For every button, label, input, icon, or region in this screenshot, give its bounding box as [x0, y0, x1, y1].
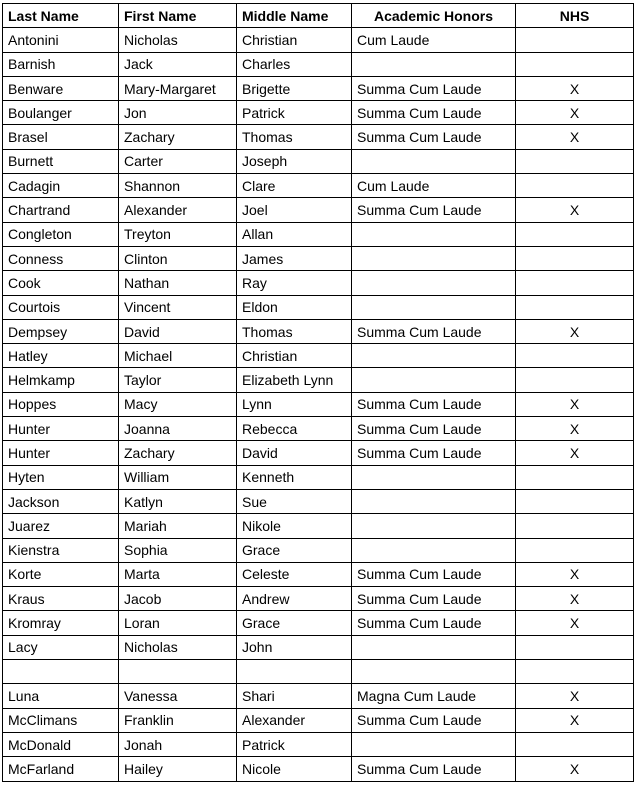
last-name-cell: Burnett [3, 149, 119, 173]
first-name-cell: Nathan [119, 271, 237, 295]
first-name-cell: Nicholas [119, 28, 237, 52]
middle-name-cell: David [237, 441, 352, 465]
middle-name-cell: Grace [237, 538, 352, 562]
last-name-cell: Kromray [3, 611, 119, 635]
academic-honors-cell [352, 514, 516, 538]
first-name-cell: Jack [119, 52, 237, 76]
middle-name-cell: Brigette [237, 76, 352, 100]
academic-honors-cell [352, 660, 516, 684]
middle-name-cell: Joseph [237, 149, 352, 173]
nhs-cell [516, 732, 634, 756]
academic-honors-cell: Summa Cum Laude [352, 392, 516, 416]
nhs-cell [516, 489, 634, 513]
last-name-cell: Courtois [3, 295, 119, 319]
last-name-cell: Hoppes [3, 392, 119, 416]
middle-name-cell: Elizabeth Lynn [237, 368, 352, 392]
first-name-cell: Nicholas [119, 635, 237, 659]
table-row [3, 271, 634, 295]
table-row [3, 417, 634, 441]
last-name-cell: Juarez [3, 514, 119, 538]
first-name-cell: Joanna [119, 417, 237, 441]
first-name-cell: Vincent [119, 295, 237, 319]
academic-honors-cell [352, 222, 516, 246]
last-name-cell: Chartrand [3, 198, 119, 222]
academic-honors-cell: Summa Cum Laude [352, 101, 516, 125]
academic-honors-cell [352, 344, 516, 368]
last-name-cell: Conness [3, 246, 119, 270]
table-row [3, 732, 634, 756]
first-name-cell: Franklin [119, 708, 237, 732]
table-row [3, 441, 634, 465]
nhs-cell [516, 222, 634, 246]
middle-name-cell: Joel [237, 198, 352, 222]
nhs-cell [516, 538, 634, 562]
middle-name-cell: Grace [237, 611, 352, 635]
last-name-cell: Benware [3, 76, 119, 100]
table-row [3, 587, 634, 611]
table-row [3, 368, 634, 392]
middle-name-cell: Christian [237, 344, 352, 368]
honors-table [2, 3, 634, 782]
first-name-cell: Jacob [119, 587, 237, 611]
academic-honors-cell [352, 295, 516, 319]
table-row [3, 174, 634, 198]
last-name-cell: Cook [3, 271, 119, 295]
first-name-cell: Loran [119, 611, 237, 635]
last-name-cell: Barnish [3, 52, 119, 76]
table-row [3, 538, 634, 562]
table-row [3, 52, 634, 76]
academic-honors-cell: Cum Laude [352, 28, 516, 52]
table-row [3, 392, 634, 416]
header-academic-honors: Academic Honors [352, 4, 516, 28]
last-name-cell [3, 660, 119, 684]
first-name-cell: Alexander [119, 198, 237, 222]
academic-honors-cell: Summa Cum Laude [352, 611, 516, 635]
nhs-cell: X [516, 125, 634, 149]
nhs-cell: X [516, 76, 634, 100]
academic-honors-cell [352, 149, 516, 173]
last-name-cell: Hatley [3, 344, 119, 368]
first-name-cell: Shannon [119, 174, 237, 198]
middle-name-cell: Christian [237, 28, 352, 52]
last-name-cell: Boulanger [3, 101, 119, 125]
first-name-cell: David [119, 319, 237, 343]
first-name-cell: Zachary [119, 441, 237, 465]
academic-honors-cell: Summa Cum Laude [352, 562, 516, 586]
middle-name-cell: Thomas [237, 125, 352, 149]
middle-name-cell: Sue [237, 489, 352, 513]
header-row [3, 4, 634, 28]
academic-honors-cell [352, 635, 516, 659]
last-name-cell: Helmkamp [3, 368, 119, 392]
nhs-cell: X [516, 562, 634, 586]
table-row [3, 149, 634, 173]
academic-honors-cell: Summa Cum Laude [352, 198, 516, 222]
table-row [3, 246, 634, 270]
last-name-cell: Lacy [3, 635, 119, 659]
academic-honors-cell: Summa Cum Laude [352, 417, 516, 441]
first-name-cell: Clinton [119, 246, 237, 270]
academic-honors-cell [352, 538, 516, 562]
table-row [3, 660, 634, 684]
middle-name-cell: Nicole [237, 757, 352, 781]
nhs-cell: X [516, 101, 634, 125]
table-row [3, 757, 634, 781]
nhs-cell [516, 465, 634, 489]
table-row [3, 319, 634, 343]
last-name-cell: McFarland [3, 757, 119, 781]
first-name-cell: Michael [119, 344, 237, 368]
academic-honors-cell: Summa Cum Laude [352, 125, 516, 149]
middle-name-cell: Alexander [237, 708, 352, 732]
last-name-cell: Brasel [3, 125, 119, 149]
last-name-cell: Dempsey [3, 319, 119, 343]
table-row [3, 198, 634, 222]
academic-honors-cell: Summa Cum Laude [352, 76, 516, 100]
nhs-cell [516, 149, 634, 173]
academic-honors-cell: Cum Laude [352, 174, 516, 198]
table-row [3, 562, 634, 586]
academic-honors-cell: Summa Cum Laude [352, 757, 516, 781]
academic-honors-cell: Magna Cum Laude [352, 684, 516, 708]
academic-honors-cell: Summa Cum Laude [352, 587, 516, 611]
last-name-cell: Korte [3, 562, 119, 586]
header-middle-name: Middle Name [237, 4, 352, 28]
header-nhs: NHS [516, 4, 634, 28]
middle-name-cell: Nikole [237, 514, 352, 538]
academic-honors-cell: Summa Cum Laude [352, 441, 516, 465]
academic-honors-cell [352, 271, 516, 295]
nhs-cell: X [516, 441, 634, 465]
nhs-cell: X [516, 198, 634, 222]
middle-name-cell: Allan [237, 222, 352, 246]
table-row [3, 101, 634, 125]
table-row [3, 611, 634, 635]
nhs-cell [516, 28, 634, 52]
middle-name-cell: Kenneth [237, 465, 352, 489]
first-name-cell: Carter [119, 149, 237, 173]
middle-name-cell: Lynn [237, 392, 352, 416]
nhs-cell: X [516, 319, 634, 343]
middle-name-cell [237, 660, 352, 684]
nhs-cell [516, 271, 634, 295]
first-name-cell: Zachary [119, 125, 237, 149]
last-name-cell: Congleton [3, 222, 119, 246]
nhs-cell: X [516, 392, 634, 416]
nhs-cell [516, 344, 634, 368]
academic-honors-cell [352, 368, 516, 392]
academic-honors-cell [352, 489, 516, 513]
nhs-cell [516, 174, 634, 198]
last-name-cell: Antonini [3, 28, 119, 52]
table-row [3, 635, 634, 659]
last-name-cell: McClimans [3, 708, 119, 732]
middle-name-cell: John [237, 635, 352, 659]
first-name-cell: Jonah [119, 732, 237, 756]
middle-name-cell: Patrick [237, 101, 352, 125]
middle-name-cell: Patrick [237, 732, 352, 756]
table-row [3, 125, 634, 149]
academic-honors-cell [352, 732, 516, 756]
nhs-cell: X [516, 708, 634, 732]
last-name-cell: Jackson [3, 489, 119, 513]
middle-name-cell: Eldon [237, 295, 352, 319]
first-name-cell: Katlyn [119, 489, 237, 513]
nhs-cell: X [516, 684, 634, 708]
middle-name-cell: James [237, 246, 352, 270]
nhs-cell [516, 368, 634, 392]
last-name-cell: Luna [3, 684, 119, 708]
last-name-cell: Hunter [3, 441, 119, 465]
nhs-cell: X [516, 417, 634, 441]
table-row [3, 295, 634, 319]
first-name-cell: Macy [119, 392, 237, 416]
academic-honors-cell [352, 52, 516, 76]
last-name-cell: Kraus [3, 587, 119, 611]
header-first-name: First Name [119, 4, 237, 28]
academic-honors-cell: Summa Cum Laude [352, 319, 516, 343]
middle-name-cell: Rebecca [237, 417, 352, 441]
first-name-cell: Hailey [119, 757, 237, 781]
middle-name-cell: Celeste [237, 562, 352, 586]
first-name-cell: Taylor [119, 368, 237, 392]
academic-honors-cell [352, 465, 516, 489]
nhs-cell [516, 635, 634, 659]
first-name-cell: Marta [119, 562, 237, 586]
first-name-cell: Sophia [119, 538, 237, 562]
first-name-cell: Treyton [119, 222, 237, 246]
table-row [3, 76, 634, 100]
academic-honors-cell [352, 246, 516, 270]
last-name-cell: Cadagin [3, 174, 119, 198]
table-row [3, 28, 634, 52]
first-name-cell: Mariah [119, 514, 237, 538]
table-row [3, 684, 634, 708]
first-name-cell: Vanessa [119, 684, 237, 708]
middle-name-cell: Clare [237, 174, 352, 198]
nhs-cell: X [516, 757, 634, 781]
table-row [3, 514, 634, 538]
middle-name-cell: Thomas [237, 319, 352, 343]
nhs-cell [516, 514, 634, 538]
last-name-cell: McDonald [3, 732, 119, 756]
table-row [3, 222, 634, 246]
middle-name-cell: Ray [237, 271, 352, 295]
nhs-cell: X [516, 587, 634, 611]
table-row [3, 344, 634, 368]
table-row [3, 489, 634, 513]
first-name-cell [119, 660, 237, 684]
table-row [3, 708, 634, 732]
first-name-cell: Mary-Margaret [119, 76, 237, 100]
last-name-cell: Hunter [3, 417, 119, 441]
first-name-cell: Jon [119, 101, 237, 125]
nhs-cell: X [516, 611, 634, 635]
middle-name-cell: Andrew [237, 587, 352, 611]
header-last-name: Last Name [3, 4, 119, 28]
nhs-cell [516, 660, 634, 684]
last-name-cell: Hyten [3, 465, 119, 489]
middle-name-cell: Charles [237, 52, 352, 76]
nhs-cell [516, 246, 634, 270]
first-name-cell: William [119, 465, 237, 489]
nhs-cell [516, 295, 634, 319]
table-row [3, 465, 634, 489]
academic-honors-cell: Summa Cum Laude [352, 708, 516, 732]
middle-name-cell: Shari [237, 684, 352, 708]
nhs-cell [516, 52, 634, 76]
last-name-cell: Kienstra [3, 538, 119, 562]
